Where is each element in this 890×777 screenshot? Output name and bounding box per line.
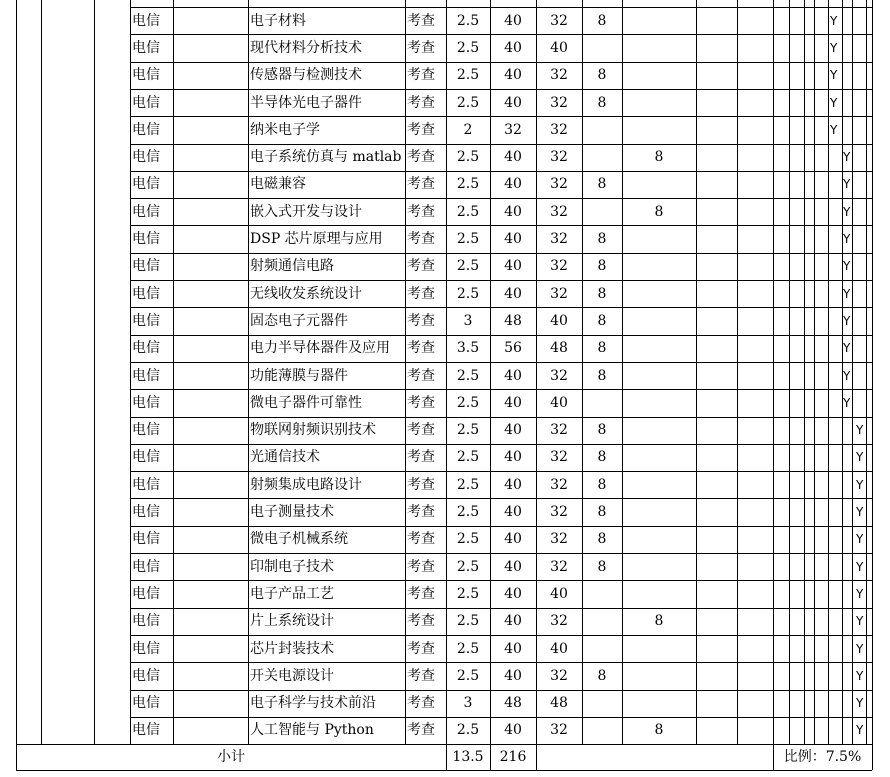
total-hours-cell: 40: [504, 449, 522, 466]
course-name-cell: 片上系统设计: [250, 613, 334, 630]
course-name-cell: 电子产品工艺: [250, 585, 334, 602]
total-hours-cell: 40: [504, 476, 522, 493]
practice-hours-cell: [622, 662, 696, 689]
credit-cell: 3: [463, 312, 473, 329]
exam-type-cell: 考查: [407, 422, 435, 439]
lecture-hours-cell: 32: [550, 531, 568, 548]
lab-hours-cell: 8: [597, 422, 607, 439]
dept-cell: 电信: [132, 722, 160, 739]
total-hours-cell: 56: [504, 340, 522, 357]
exam-type-cell: 考查: [407, 476, 435, 493]
practice-hours-cell: [622, 307, 696, 334]
credit-cell: 2.5: [456, 394, 480, 411]
lecture-hours-cell: 32: [550, 449, 568, 466]
exam-type-cell: 考查: [407, 94, 435, 111]
total-hours-cell: 40: [504, 203, 522, 220]
lecture-hours-cell: 40: [550, 640, 568, 657]
practice-hours-cell: [622, 116, 696, 143]
practice-hours-cell: [622, 444, 696, 471]
credit-cell: 2.5: [456, 640, 480, 657]
lecture-hours-cell: 32: [550, 231, 568, 248]
dept-cell: 电信: [132, 39, 160, 56]
lecture-hours-cell: 32: [550, 504, 568, 521]
total-hours-cell: 32: [504, 121, 522, 138]
semester-mark: Y: [856, 532, 864, 547]
total-hours-cell: 40: [504, 422, 522, 439]
dept-cell: 电信: [132, 585, 160, 602]
practice-hours-cell: [622, 253, 696, 280]
dept-cell: 电信: [132, 312, 160, 329]
semester-mark: Y: [856, 696, 864, 711]
lecture-hours-cell: 48: [550, 340, 568, 357]
exam-type-cell: 考查: [407, 258, 435, 275]
lab-hours-cell: [582, 717, 622, 744]
column-divider: [773, 0, 774, 744]
semester-mark: Y: [843, 395, 851, 410]
exam-type-cell: 考查: [407, 640, 435, 657]
subtotal-credit: 13.5: [452, 749, 484, 766]
lab-hours-cell: 8: [597, 667, 607, 684]
lecture-hours-cell: 32: [550, 94, 568, 111]
column-divider: [828, 0, 829, 744]
dept-cell: 电信: [132, 203, 160, 220]
semester-mark: Y: [856, 586, 864, 601]
lab-hours-cell: 8: [597, 531, 607, 548]
credit-cell: 2.5: [456, 367, 480, 384]
semester-mark: Y: [843, 313, 851, 328]
dept-cell: 电信: [132, 121, 160, 138]
credit-cell: 2.5: [456, 722, 480, 739]
total-hours-cell: 40: [504, 258, 522, 275]
exam-type-cell: 考查: [407, 231, 435, 248]
exam-type-cell: 考查: [407, 722, 435, 739]
lab-hours-cell: [582, 144, 622, 171]
practice-hours-cell: [622, 389, 696, 416]
lab-hours-cell: [582, 690, 622, 717]
course-name-cell: 电子系统仿真与 matlab: [250, 149, 402, 166]
semester-mark: Y: [843, 286, 851, 301]
lecture-hours-cell: 32: [550, 558, 568, 575]
lecture-hours-cell: 40: [550, 585, 568, 602]
course-name-cell: 电磁兼容: [250, 176, 306, 193]
lab-hours-cell: [582, 635, 622, 662]
total-hours-cell: 40: [504, 231, 522, 248]
practice-hours-cell: [622, 34, 696, 61]
dept-cell: 电信: [132, 367, 160, 384]
lecture-hours-cell: 32: [550, 613, 568, 630]
dept-cell: 电信: [132, 613, 160, 630]
total-hours-cell: 40: [504, 667, 522, 684]
exam-type-cell: 考查: [407, 312, 435, 329]
total-hours-cell: 40: [504, 394, 522, 411]
course-name-cell: 嵌入式开发与设计: [250, 203, 362, 220]
course-name-cell: 射频集成电路设计: [250, 476, 362, 493]
dept-cell: 电信: [132, 640, 160, 657]
course-name-cell: 光通信技术: [250, 449, 320, 466]
exam-type-cell: 考查: [407, 203, 435, 220]
exam-type-cell: 考查: [407, 695, 435, 712]
dept-cell: 电信: [132, 67, 160, 84]
lab-hours-cell: [582, 580, 622, 607]
exam-type-cell: 考查: [407, 449, 435, 466]
lecture-hours-cell: 32: [550, 149, 568, 166]
credit-cell: 2.5: [456, 531, 480, 548]
course-name-cell: 物联网射频识别技术: [250, 422, 376, 439]
practice-hours-cell: [622, 471, 696, 498]
exam-type-cell: 考查: [407, 504, 435, 521]
column-divider: [814, 0, 815, 744]
credit-cell: 2.5: [456, 422, 480, 439]
column-divider: [696, 0, 697, 744]
practice-hours-cell: [622, 690, 696, 717]
semester-mark: Y: [856, 559, 864, 574]
credit-cell: 2.5: [456, 203, 480, 220]
semester-mark: Y: [843, 259, 851, 274]
practice-hours-cell: 8: [654, 722, 664, 739]
total-hours-cell: 40: [504, 94, 522, 111]
lecture-hours-cell: 32: [550, 476, 568, 493]
lab-hours-cell: [582, 116, 622, 143]
subtotal-hours: 216: [499, 749, 527, 766]
lecture-hours-cell: 40: [550, 312, 568, 329]
course-name-cell: 芯片封装技术: [250, 640, 334, 657]
table-bottom-line: [16, 770, 872, 771]
course-name-cell: 射频通信电路: [250, 258, 334, 275]
dept-cell: 电信: [132, 285, 160, 302]
lecture-hours-cell: 32: [550, 121, 568, 138]
practice-hours-cell: [622, 498, 696, 525]
column-divider: [872, 0, 873, 744]
lecture-hours-cell: 48: [550, 695, 568, 712]
semester-mark: Y: [843, 368, 851, 383]
total-hours-cell: 40: [504, 12, 522, 29]
semester-mark: Y: [843, 177, 851, 192]
semester-mark: Y: [830, 122, 838, 137]
total-hours-cell: 40: [504, 367, 522, 384]
semester-mark: Y: [843, 232, 851, 247]
column-divider: [41, 0, 42, 744]
lecture-hours-cell: 32: [550, 667, 568, 684]
semester-mark: Y: [856, 450, 864, 465]
credit-cell: 2.5: [456, 585, 480, 602]
lab-hours-cell: [582, 608, 622, 635]
lecture-hours-cell: 32: [550, 203, 568, 220]
total-hours-cell: 40: [504, 504, 522, 521]
course-name-cell: 功能薄膜与器件: [250, 367, 348, 384]
credit-cell: 2.5: [456, 476, 480, 493]
exam-type-cell: 考查: [407, 394, 435, 411]
lab-hours-cell: [582, 389, 622, 416]
semester-mark: Y: [843, 341, 851, 356]
course-name-cell: 固态电子元器件: [250, 312, 348, 329]
exam-type-cell: 考查: [407, 12, 435, 29]
practice-hours-cell: 8: [654, 613, 664, 630]
lab-hours-cell: 8: [597, 12, 607, 29]
exam-type-cell: 考查: [407, 39, 435, 56]
lab-hours-cell: 8: [597, 504, 607, 521]
practice-hours-cell: 8: [654, 149, 664, 166]
practice-hours-cell: [622, 362, 696, 389]
lab-hours-cell: 8: [597, 449, 607, 466]
semester-mark: Y: [856, 723, 864, 738]
dept-cell: 电信: [132, 149, 160, 166]
course-name-cell: 微电子机械系统: [250, 531, 348, 548]
dept-cell: 电信: [132, 531, 160, 548]
dept-cell: 电信: [132, 94, 160, 111]
lecture-hours-cell: 32: [550, 422, 568, 439]
exam-type-cell: 考查: [407, 176, 435, 193]
practice-hours-cell: [622, 417, 696, 444]
column-divider: [16, 0, 17, 744]
lab-hours-cell: 8: [597, 258, 607, 275]
credit-cell: 2.5: [456, 149, 480, 166]
course-name-cell: 电子测量技术: [250, 504, 334, 521]
column-divider: [852, 0, 853, 744]
semester-mark: Y: [856, 423, 864, 438]
course-name-cell: 纳米电子学: [250, 121, 320, 138]
credit-cell: 2.5: [456, 94, 480, 111]
lab-hours-cell: 8: [597, 94, 607, 111]
lab-hours-cell: 8: [597, 67, 607, 84]
exam-type-cell: 考查: [407, 67, 435, 84]
practice-hours-cell: [622, 89, 696, 116]
dept-cell: 电信: [132, 12, 160, 29]
practice-hours-cell: [622, 171, 696, 198]
credit-cell: 2.5: [456, 176, 480, 193]
credit-cell: 2.5: [456, 258, 480, 275]
lab-hours-cell: 8: [597, 558, 607, 575]
lecture-hours-cell: 32: [550, 722, 568, 739]
course-name-cell: 电力半导体器件及应用: [250, 340, 390, 357]
practice-hours-cell: [622, 580, 696, 607]
column-divider: [737, 0, 738, 744]
lab-hours-cell: 8: [597, 367, 607, 384]
column-divider: [872, 744, 873, 770]
credit-cell: 2.5: [456, 285, 480, 302]
credit-cell: 2.5: [456, 39, 480, 56]
subtotal-label: 小计: [217, 749, 245, 766]
semester-mark: Y: [830, 40, 838, 55]
exam-type-cell: 考查: [407, 285, 435, 302]
lecture-hours-cell: 40: [550, 394, 568, 411]
lecture-hours-cell: 32: [550, 12, 568, 29]
semester-mark: Y: [856, 477, 864, 492]
credit-cell: 2.5: [456, 667, 480, 684]
lab-hours-cell: [582, 34, 622, 61]
exam-type-cell: 考查: [407, 558, 435, 575]
total-hours-cell: 40: [504, 67, 522, 84]
lecture-hours-cell: 32: [550, 67, 568, 84]
dept-cell: 电信: [132, 504, 160, 521]
total-hours-cell: 40: [504, 558, 522, 575]
total-hours-cell: 40: [504, 531, 522, 548]
credit-cell: 2.5: [456, 231, 480, 248]
total-hours-cell: 40: [504, 640, 522, 657]
credit-cell: 2: [463, 121, 473, 138]
lecture-hours-cell: 32: [550, 285, 568, 302]
course-name-cell: 半导体光电子器件: [250, 94, 362, 111]
course-name-cell: 电子材料: [250, 12, 306, 29]
course-name-cell: 微电子器件可靠性: [250, 394, 362, 411]
lab-hours-cell: [582, 198, 622, 225]
dept-cell: 电信: [132, 476, 160, 493]
dept-cell: 电信: [132, 231, 160, 248]
credit-cell: 3: [463, 695, 473, 712]
lab-hours-cell: 8: [597, 285, 607, 302]
semester-mark: Y: [843, 150, 851, 165]
lab-hours-cell: 8: [597, 476, 607, 493]
total-hours-cell: 48: [504, 695, 522, 712]
credit-cell: 2.5: [456, 12, 480, 29]
semester-mark: Y: [856, 641, 864, 656]
total-hours-cell: 40: [504, 585, 522, 602]
column-divider: [536, 744, 537, 770]
semester-mark: Y: [830, 68, 838, 83]
course-name-cell: 传感器与检测技术: [250, 67, 362, 84]
credit-cell: 2.5: [456, 558, 480, 575]
total-hours-cell: 40: [504, 722, 522, 739]
dept-cell: 电信: [132, 340, 160, 357]
practice-hours-cell: [622, 7, 696, 34]
total-hours-cell: 40: [504, 285, 522, 302]
practice-hours-cell: [622, 280, 696, 307]
column-divider: [94, 0, 95, 744]
lecture-hours-cell: 32: [550, 176, 568, 193]
exam-type-cell: 考查: [407, 667, 435, 684]
total-hours-cell: 40: [504, 613, 522, 630]
total-hours-cell: 40: [504, 176, 522, 193]
course-name-cell: 电子科学与技术前沿: [250, 695, 376, 712]
lab-hours-cell: 8: [597, 176, 607, 193]
exam-type-cell: 考查: [407, 585, 435, 602]
exam-type-cell: 考查: [407, 531, 435, 548]
total-hours-cell: 40: [504, 39, 522, 56]
practice-hours-cell: [622, 553, 696, 580]
credit-cell: 3.5: [456, 340, 480, 357]
dept-cell: 电信: [132, 558, 160, 575]
lab-hours-cell: 8: [597, 231, 607, 248]
practice-hours-cell: [622, 225, 696, 252]
practice-hours-cell: [622, 62, 696, 89]
semester-mark: Y: [830, 13, 838, 28]
semester-mark: Y: [830, 95, 838, 110]
exam-type-cell: 考查: [407, 149, 435, 166]
course-name-cell: 现代材料分析技术: [250, 39, 362, 56]
course-name-cell: 开关电源设计: [250, 667, 334, 684]
practice-hours-cell: [622, 526, 696, 553]
credit-cell: 2.5: [456, 67, 480, 84]
dept-cell: 电信: [132, 422, 160, 439]
credit-cell: 2.5: [456, 613, 480, 630]
lecture-hours-cell: 32: [550, 367, 568, 384]
practice-hours-cell: [622, 635, 696, 662]
total-hours-cell: 40: [504, 149, 522, 166]
lecture-hours-cell: 40: [550, 39, 568, 56]
exam-type-cell: 考查: [407, 121, 435, 138]
lab-hours-cell: 8: [597, 340, 607, 357]
course-name-cell: DSP 芯片原理与应用: [250, 231, 383, 248]
credit-cell: 2.5: [456, 504, 480, 521]
subtotal-ratio: 比例：7.5%: [783, 749, 862, 766]
semester-mark: Y: [843, 204, 851, 219]
dept-cell: 电信: [132, 394, 160, 411]
column-divider: [866, 0, 867, 744]
practice-hours-cell: [622, 335, 696, 362]
total-hours-cell: 48: [504, 312, 522, 329]
dept-cell: 电信: [132, 258, 160, 275]
semester-mark: Y: [856, 668, 864, 683]
practice-hours-cell: 8: [654, 203, 664, 220]
exam-type-cell: 考查: [407, 340, 435, 357]
course-name-cell: 印制电子技术: [250, 558, 334, 575]
semester-mark: Y: [856, 505, 864, 520]
exam-type-cell: 考查: [407, 367, 435, 384]
dept-cell: 电信: [132, 667, 160, 684]
column-divider: [789, 0, 790, 744]
column-divider: [804, 0, 805, 744]
lab-hours-cell: 8: [597, 312, 607, 329]
exam-type-cell: 考查: [407, 613, 435, 630]
lecture-hours-cell: 32: [550, 258, 568, 275]
course-name-cell: 无线收发系统设计: [250, 285, 362, 302]
dept-cell: 电信: [132, 695, 160, 712]
dept-cell: 电信: [132, 176, 160, 193]
semester-mark: Y: [856, 614, 864, 629]
credit-cell: 2.5: [456, 449, 480, 466]
dept-cell: 电信: [132, 449, 160, 466]
course-name-cell: 人工智能与 Python: [250, 722, 374, 739]
